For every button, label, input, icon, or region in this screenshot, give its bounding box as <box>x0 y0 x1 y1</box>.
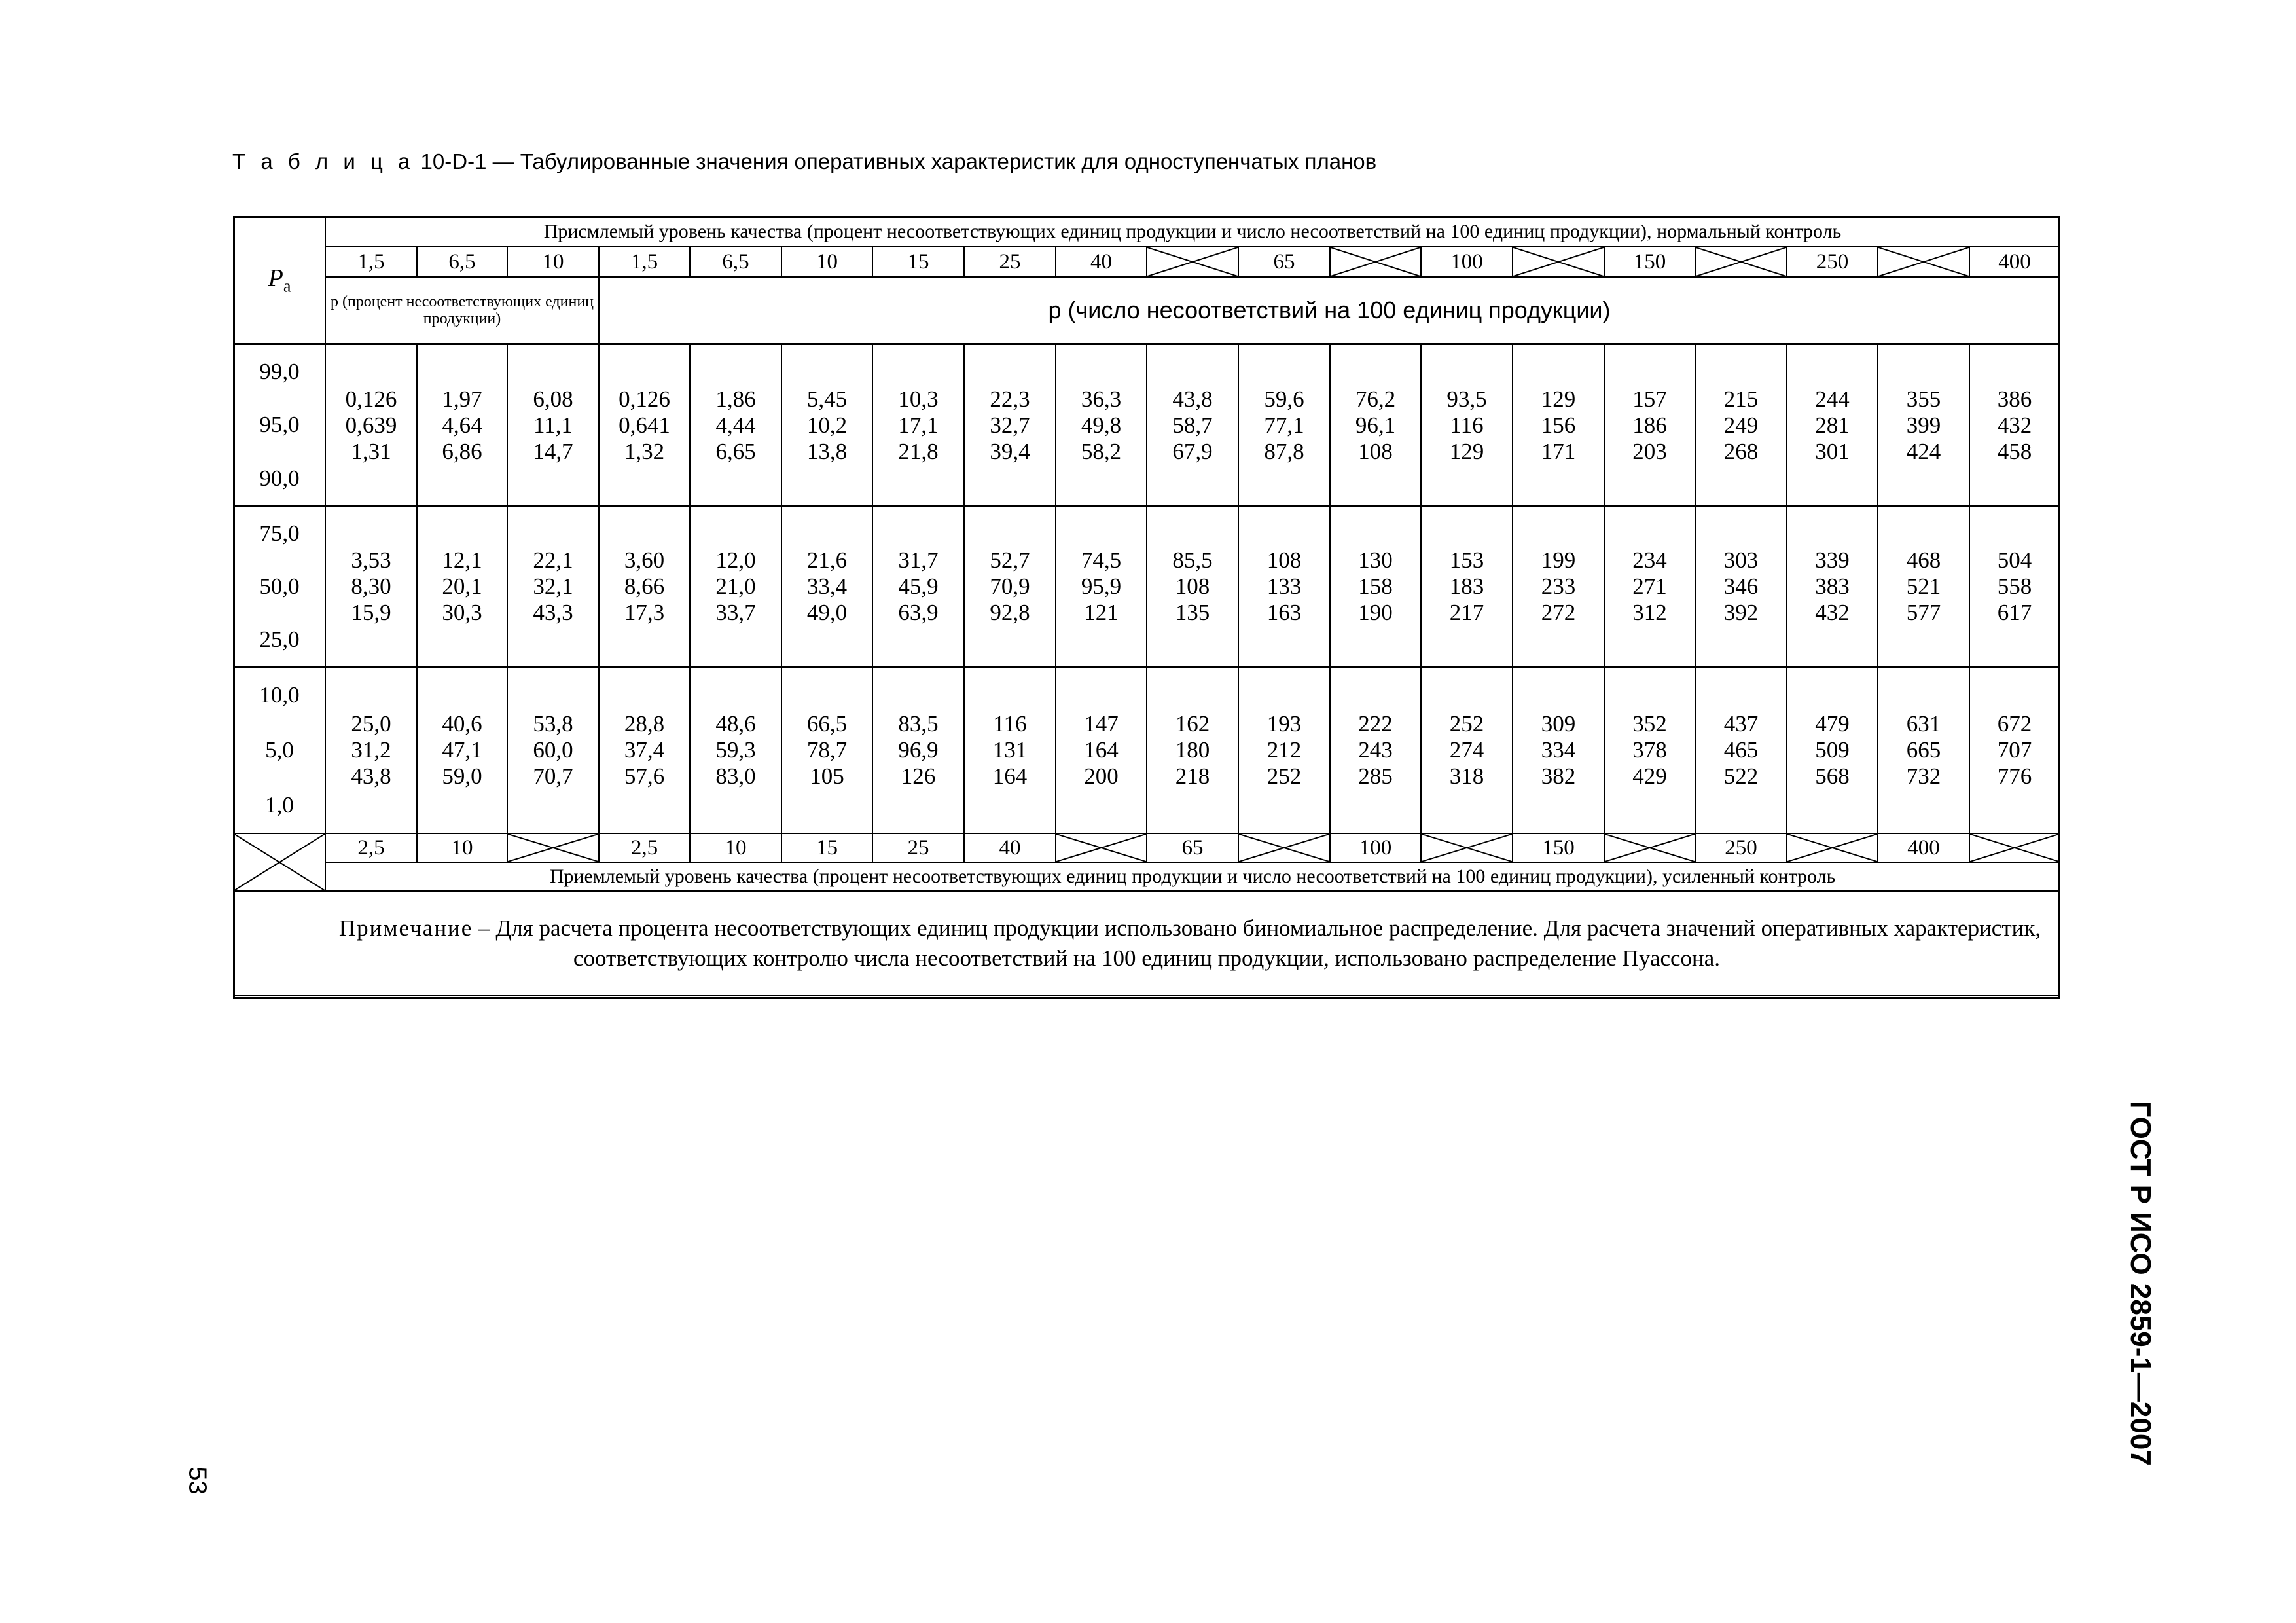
data-value: 6,65 <box>715 438 756 464</box>
data-value: 129 <box>1449 438 1484 464</box>
data-value: 6,08 <box>533 386 573 412</box>
data-value: 215 <box>1723 386 1759 412</box>
data-value: 43,8 <box>351 763 391 789</box>
tightened-aql-cell: 2,5 <box>325 833 417 862</box>
data-value: 49,0 <box>806 600 848 625</box>
data-value: 158 <box>1358 574 1393 599</box>
normal-aql-cell: 6,5 <box>417 247 507 277</box>
data-value: 30,3 <box>442 600 482 625</box>
table-frame <box>233 216 2060 999</box>
tightened-aql-cell: 40 <box>964 833 1056 862</box>
data-value: 37,4 <box>624 737 665 763</box>
tightened-aql-cell: 15 <box>781 833 872 862</box>
normal-aql-cell: 25 <box>964 247 1056 277</box>
data-value: 33,7 <box>715 600 756 625</box>
data-value: 301 <box>1815 438 1850 464</box>
data-value: 13,8 <box>806 438 848 464</box>
data-value: 45,9 <box>898 574 939 599</box>
data-value: 312 <box>1632 600 1667 625</box>
data-value: 48,6 <box>715 711 756 737</box>
data-value: 87,8 <box>1264 438 1304 464</box>
data-value: 244 <box>1815 386 1850 412</box>
data-value: 32,1 <box>533 574 573 599</box>
tightened-control-title: Приемлемый уровень качества (процент несоответствующих единиц продукции и число несоответствий на 100 единиц продукции), усиленный контроль <box>325 862 2060 891</box>
normal-aql-cell: 250 <box>1787 247 1878 277</box>
data-value: 96,1 <box>1355 412 1396 438</box>
data-value: 568 <box>1815 763 1850 789</box>
normal-aql-cell: 100 <box>1421 247 1513 277</box>
normal-aql-cell: 1,5 <box>325 247 417 277</box>
data-value: 15,9 <box>351 600 391 625</box>
data-value: 0,126 <box>345 386 397 412</box>
table-caption <box>232 149 1376 174</box>
document-code: ГОСТ Р ИСО 2859-1—2007 <box>2125 1101 2157 1466</box>
data-value: 153 <box>1449 547 1484 573</box>
data-value: 521 <box>1906 574 1941 599</box>
data-value: 212 <box>1266 737 1302 763</box>
data-value: 93,5 <box>1446 386 1487 412</box>
data-value: 49,8 <box>1081 412 1122 438</box>
tightened-aql-cell: 25 <box>872 833 964 862</box>
tightened-aql-cell: 10 <box>690 833 781 862</box>
data-value: 67,9 <box>1172 438 1213 464</box>
data-value: 31,2 <box>351 737 391 763</box>
data-value: 76,2 <box>1355 386 1396 412</box>
note-label: Примечание <box>338 915 473 941</box>
data-value: 8,30 <box>351 574 391 599</box>
normal-control-title: Присмлемый уровень качества (процент несоответствующих единиц продукции и число несоответствий на 100 единиц продукции), нормальный контроль <box>325 217 2060 247</box>
data-value: 271 <box>1632 574 1667 599</box>
data-value: 52,7 <box>990 547 1030 573</box>
data-value: 40,6 <box>442 711 482 737</box>
data-value: 32,7 <box>990 412 1030 438</box>
data-value: 10,2 <box>806 412 848 438</box>
data-value: 78,7 <box>806 737 848 763</box>
data-value: 432 <box>1997 412 2032 438</box>
data-value: 58,7 <box>1172 412 1213 438</box>
data-value: 85,5 <box>1172 547 1213 573</box>
data-value: 1,31 <box>351 438 391 464</box>
data-value: 53,8 <box>533 711 573 737</box>
data-value: 21,6 <box>806 547 848 573</box>
data-value: 4,44 <box>715 412 756 438</box>
data-value: 131 <box>992 737 1028 763</box>
data-value: 36,3 <box>1081 386 1122 412</box>
data-value: 355 <box>1906 386 1941 412</box>
data-value: 183 <box>1449 574 1484 599</box>
data-value: 25,0 <box>351 711 391 737</box>
data-value: 465 <box>1723 737 1759 763</box>
pa-symbol: P <box>268 264 283 293</box>
data-value: 334 <box>1541 737 1576 763</box>
data-value: 424 <box>1906 438 1941 464</box>
data-value: 303 <box>1723 547 1759 573</box>
data-value: 108 <box>1358 438 1393 464</box>
data-value: 217 <box>1449 600 1484 625</box>
data-value: 243 <box>1358 737 1393 763</box>
data-value: 272 <box>1541 600 1576 625</box>
data-value: 1,86 <box>715 386 756 412</box>
data-value: 339 <box>1815 547 1850 573</box>
data-value: 10,3 <box>898 386 939 412</box>
data-value: 108 <box>1266 547 1302 573</box>
data-value: 164 <box>992 763 1028 789</box>
data-value: 157 <box>1632 386 1667 412</box>
pa-value: 5,0 <box>265 737 294 763</box>
pa-value: 99,0 <box>259 358 300 384</box>
data-value: 14,7 <box>533 438 573 464</box>
data-value: 1,97 <box>442 386 482 412</box>
data-value: 318 <box>1449 763 1484 789</box>
data-value: 399 <box>1906 412 1941 438</box>
data-value: 383 <box>1815 574 1850 599</box>
normal-aql-cell: 10 <box>781 247 872 277</box>
data-value: 28,8 <box>624 711 665 737</box>
data-value: 22,1 <box>533 547 573 573</box>
data-value: 133 <box>1266 574 1302 599</box>
data-value: 378 <box>1632 737 1667 763</box>
data-value: 8,66 <box>624 574 665 599</box>
data-value: 70,9 <box>990 574 1030 599</box>
normal-aql-cell: 150 <box>1604 247 1695 277</box>
data-value: 31,7 <box>898 547 939 573</box>
data-value: 3,60 <box>624 547 665 573</box>
data-value: 186 <box>1632 412 1667 438</box>
data-value: 3,53 <box>351 547 391 573</box>
data-value: 199 <box>1541 547 1576 573</box>
pa-value: 25,0 <box>259 626 300 652</box>
data-value: 233 <box>1541 574 1576 599</box>
normal-aql-cell: 40 <box>1056 247 1147 277</box>
data-value: 63,9 <box>898 600 939 625</box>
nonconformities-per-100-header: p (число несоответствий на 100 единиц продукции) <box>599 277 2060 344</box>
data-value: 83,5 <box>898 711 939 737</box>
tightened-aql-cell: 150 <box>1513 833 1604 862</box>
data-value: 479 <box>1815 711 1850 737</box>
caption-label: Т а б л и ц а <box>232 149 415 173</box>
data-value: 129 <box>1541 386 1576 412</box>
pa-value: 95,0 <box>259 412 300 438</box>
data-value: 252 <box>1449 711 1484 737</box>
data-value: 274 <box>1449 737 1484 763</box>
pa-value: 90,0 <box>259 465 300 492</box>
data-value: 386 <box>1997 386 2032 412</box>
data-value: 74,5 <box>1081 547 1122 573</box>
data-value: 665 <box>1906 737 1941 763</box>
data-value: 268 <box>1723 438 1759 464</box>
data-value: 234 <box>1632 547 1667 573</box>
data-value: 59,0 <box>442 763 482 789</box>
data-value: 171 <box>1541 438 1576 464</box>
data-value: 392 <box>1723 600 1759 625</box>
data-value: 12,0 <box>715 547 756 573</box>
data-value: 458 <box>1997 438 2032 464</box>
data-value: 59,3 <box>715 737 756 763</box>
data-value: 190 <box>1358 600 1393 625</box>
data-value: 95,9 <box>1081 574 1122 599</box>
data-value: 0,639 <box>345 412 397 438</box>
data-value: 116 <box>1450 412 1484 438</box>
data-value: 382 <box>1541 763 1576 789</box>
data-value: 39,4 <box>990 438 1030 464</box>
data-value: 437 <box>1723 711 1759 737</box>
data-value: 156 <box>1541 412 1576 438</box>
data-value: 126 <box>901 763 936 789</box>
data-value: 96,9 <box>898 737 939 763</box>
pa-value: 75,0 <box>259 520 300 547</box>
data-value: 17,1 <box>898 412 939 438</box>
tightened-aql-cell: 250 <box>1695 833 1787 862</box>
data-value: 468 <box>1906 547 1941 573</box>
data-value: 47,1 <box>442 737 482 763</box>
data-value: 147 <box>1084 711 1119 737</box>
data-value: 352 <box>1632 711 1667 737</box>
data-value: 43,8 <box>1172 386 1213 412</box>
data-value: 22,3 <box>990 386 1030 412</box>
data-value: 222 <box>1358 711 1393 737</box>
data-value: 429 <box>1632 763 1667 789</box>
data-value: 732 <box>1906 763 1941 789</box>
data-value: 17,3 <box>624 600 665 625</box>
data-value: 776 <box>1997 763 2032 789</box>
data-value: 108 <box>1175 574 1210 599</box>
page-number: 53 <box>183 1467 211 1495</box>
data-value: 20,1 <box>442 574 482 599</box>
pa-subscript: a <box>283 276 291 296</box>
data-value: 135 <box>1175 600 1210 625</box>
normal-aql-cell: 400 <box>1969 247 2060 277</box>
data-value: 5,45 <box>806 386 848 412</box>
normal-aql-cell: 6,5 <box>690 247 781 277</box>
caption-text: 10-D-1 — Табулированные значения оперативных характеристик для одноступенчатых планов <box>420 149 1377 173</box>
data-value: 83,0 <box>715 763 756 789</box>
data-value: 309 <box>1541 711 1576 737</box>
data-value: 281 <box>1815 412 1850 438</box>
data-value: 116 <box>993 711 1027 737</box>
data-value: 346 <box>1723 574 1759 599</box>
normal-aql-cell: 10 <box>507 247 599 277</box>
data-value: 130 <box>1358 547 1393 573</box>
data-value: 92,8 <box>990 600 1030 625</box>
data-value: 162 <box>1175 711 1210 737</box>
data-value: 180 <box>1175 737 1210 763</box>
pa-value: 50,0 <box>259 573 300 599</box>
data-value: 21,0 <box>715 574 756 599</box>
data-value: 164 <box>1084 737 1119 763</box>
data-value: 432 <box>1815 600 1850 625</box>
data-value: 163 <box>1266 600 1302 625</box>
data-value: 6,86 <box>442 438 482 464</box>
tightened-aql-cell: 65 <box>1147 833 1238 862</box>
tightened-aql-cell: 100 <box>1330 833 1421 862</box>
data-value: 509 <box>1815 737 1850 763</box>
data-value: 11,1 <box>533 412 573 438</box>
data-value: 57,6 <box>624 763 665 789</box>
data-value: 77,1 <box>1264 412 1304 438</box>
note-text: – Для расчета процента несоответствующих единиц продукции использовано биномиальное распределение. Для расчета значений оперативных характеристик, соответствующих контролю числа несоответствий на 100 единиц продукции, использовано распределение Пуассона. <box>473 915 2041 971</box>
data-value: 252 <box>1266 763 1302 789</box>
data-value: 707 <box>1997 737 2032 763</box>
data-value: 504 <box>1997 547 2032 573</box>
data-value: 1,32 <box>624 438 665 464</box>
data-value: 121 <box>1084 600 1119 625</box>
data-value: 0,641 <box>619 412 670 438</box>
data-value: 58,2 <box>1081 438 1122 464</box>
data-value: 59,6 <box>1264 386 1304 412</box>
data-value: 70,7 <box>533 763 573 789</box>
data-value: 12,1 <box>442 547 482 573</box>
data-value: 249 <box>1723 412 1759 438</box>
data-value: 631 <box>1906 711 1941 737</box>
data-value: 672 <box>1997 711 2032 737</box>
data-value: 218 <box>1175 763 1210 789</box>
data-value: 617 <box>1997 600 2032 625</box>
data-value: 577 <box>1906 600 1941 625</box>
data-value: 522 <box>1723 763 1759 789</box>
pa-value: 10,0 <box>259 682 300 708</box>
tightened-aql-cell: 400 <box>1878 833 1969 862</box>
normal-aql-cell: 15 <box>872 247 964 277</box>
data-value: 285 <box>1358 763 1393 789</box>
data-value: 60,0 <box>533 737 573 763</box>
data-value: 193 <box>1266 711 1302 737</box>
data-value: 4,64 <box>442 412 482 438</box>
pa-value: 1,0 <box>265 792 294 818</box>
normal-aql-cell: 65 <box>1238 247 1330 277</box>
data-value: 203 <box>1632 438 1667 464</box>
percent-nonconforming-header: p (процент несоответствующих единиц продукции) <box>325 277 599 344</box>
data-value: 200 <box>1084 763 1119 789</box>
data-value: 0,126 <box>619 386 670 412</box>
data-value: 33,4 <box>806 574 848 599</box>
normal-aql-cell: 1,5 <box>599 247 690 277</box>
tightened-aql-cell: 10 <box>417 833 507 862</box>
data-value: 21,8 <box>898 438 939 464</box>
data-value: 105 <box>810 763 844 789</box>
data-value: 43,3 <box>533 600 573 625</box>
tightened-aql-cell: 2,5 <box>599 833 690 862</box>
data-value: 558 <box>1997 574 2032 599</box>
data-value: 66,5 <box>806 711 848 737</box>
